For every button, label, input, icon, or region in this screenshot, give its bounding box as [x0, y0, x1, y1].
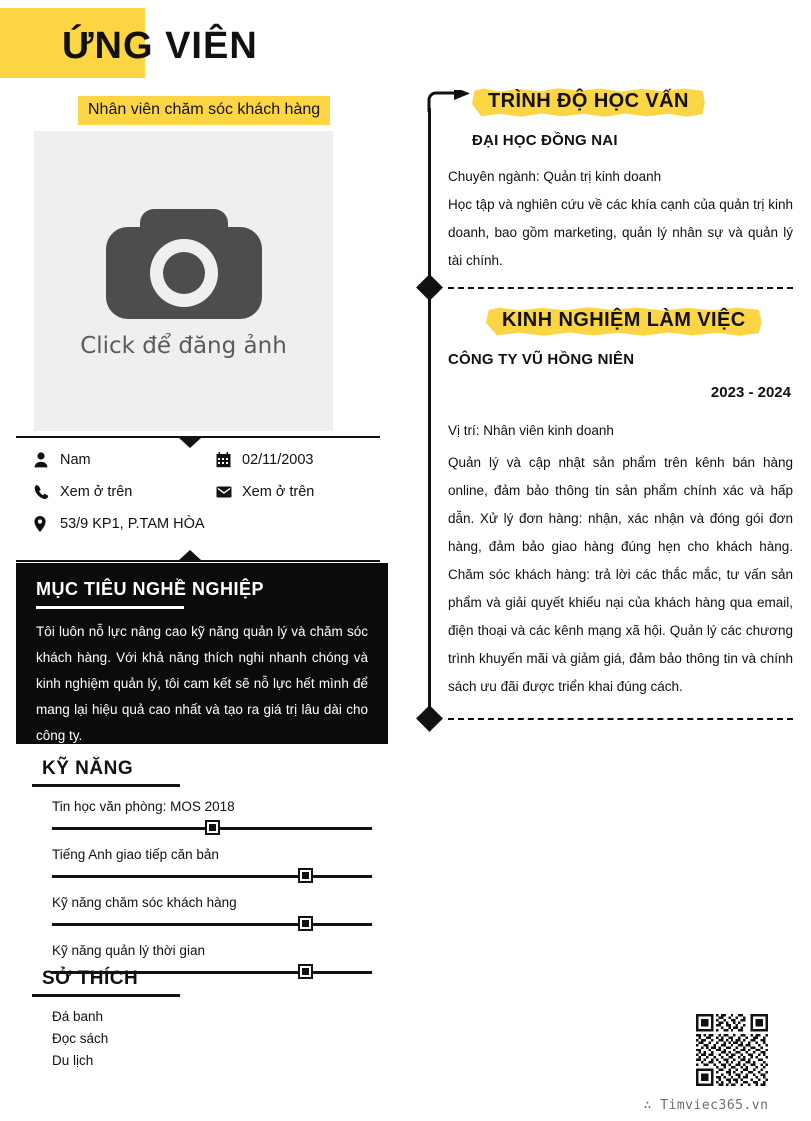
- experience-company: CÔNG TY VŨ HỒNG NIÊN: [448, 351, 635, 368]
- notch-down-icon: [179, 438, 201, 448]
- qr-code-icon: [696, 1014, 768, 1086]
- skill-label: Tin học văn phòng: MOS 2018: [52, 799, 235, 814]
- career-objective-text: Tôi luôn nỗ lực nâng cao kỹ năng quản lý và chăm sóc khách hàng. Với khả năng thích nghi nhanh chóng và kinh nghiệm quản lý, tôi cam kết sẽ nỗ lực hết mình để mang lại hiệu quả cao nhất và tạo ra giá trị lâu dài cho công ty.: [36, 624, 368, 743]
- skill-slider[interactable]: [52, 868, 372, 884]
- contact-grid: [16, 438, 380, 560]
- camera-icon: [96, 203, 272, 323]
- career-objective-section: [16, 563, 388, 744]
- contact-birthday[interactable]: [198, 452, 380, 468]
- notch-up-icon: [179, 550, 201, 560]
- hobbies-underline: [32, 994, 180, 997]
- skill-slider-thumb[interactable]: [298, 916, 313, 931]
- hobby-item: Du lịch: [52, 1053, 94, 1068]
- email-icon: [216, 485, 242, 499]
- education-description: Học tập và nghiên cứu về các khía cạnh của quản trị kinh doanh, bao gồm marketing, quản lý nhân sự và quản lý tài chính.: [448, 197, 793, 268]
- contact-address-value: 53/9 KP1, P.TAM HÒA: [60, 516, 205, 532]
- footer-brand: ∴ Timviec365.vn: [643, 1098, 769, 1113]
- phone-icon: [34, 484, 60, 500]
- education-section: [448, 86, 793, 275]
- skill-slider[interactable]: [52, 820, 372, 836]
- career-objective-title: MỤC TIÊU NGHỀ NGHIỆP: [36, 579, 265, 599]
- timeline-diamond-experience: [416, 705, 443, 732]
- skill-label: Kỹ năng quản lý thời gian: [52, 943, 205, 958]
- skills-title: KỸ NĂNG: [42, 758, 134, 779]
- skills-underline: [32, 784, 180, 787]
- photo-upload-hint: Click để đăng ảnh: [80, 333, 287, 359]
- contact-row: [16, 516, 380, 532]
- hobbies-section: [16, 968, 388, 1075]
- contact-row: [16, 452, 380, 468]
- experience-description: Quản lý và cập nhật sản phẩm trên kênh bán hàng online, đảm bảo thông tin sản phẩm chính xác và hấp dẫn. Xử lý đơn hàng: nhận, xác nhận và đóng gói đơn hàng, đảm bảo giao hàng đúng hẹn cho khách hàng. Chăm sóc khách hàng: trả lời các thắc mắc, tư vấn sản phẩm và giải quyết khiếu nại của khách hàng qua email, điện thoại và các kênh mạng xã hội. Quản lý các chương trình khuyến mãi và giảm giá, đảm bảo thông tin và chính sách ưu đãi được triển khai đúng cách.: [448, 455, 793, 694]
- skill-slider-thumb[interactable]: [205, 820, 220, 835]
- contact-address[interactable]: [16, 516, 346, 532]
- education-school: ĐẠI HỌC ĐỒNG NAI: [472, 132, 618, 149]
- skill-item: [16, 799, 388, 836]
- skill-item: [16, 895, 388, 932]
- contact-phone[interactable]: [16, 484, 198, 500]
- skill-slider[interactable]: [52, 916, 372, 932]
- education-title: TRÌNH ĐỘ HỌC VẤN: [472, 86, 705, 118]
- contact-email-value: Xem ở trên: [242, 484, 315, 500]
- contact-gender-value: Nam: [60, 452, 91, 468]
- contact-birthday-value: 02/11/2003: [242, 452, 314, 468]
- hobby-item: Đọc sách: [52, 1031, 109, 1046]
- job-title-badge: Nhân viên chăm sóc khách hàng: [78, 96, 330, 125]
- experience-title: KINH NGHIỆM LÀM VIỆC: [486, 305, 762, 337]
- hobby-item: Đá banh: [52, 1009, 104, 1024]
- experience-position: Vị trí: Nhân viên kinh doanh: [448, 423, 614, 438]
- contact-row: [16, 484, 380, 500]
- page-title: ỨNG VIÊN: [62, 25, 258, 67]
- hobbies-title: SỞ THÍCH: [42, 968, 139, 989]
- skill-item: [16, 847, 388, 884]
- contact-email[interactable]: [198, 484, 380, 500]
- education-major: Chuyên ngành: Quản trị kinh doanh: [448, 169, 662, 184]
- photo-upload-box[interactable]: [34, 131, 333, 431]
- skill-label: Kỹ năng chăm sóc khách hàng: [52, 895, 237, 910]
- contact-divider-bottom: [16, 560, 380, 562]
- person-icon: [34, 452, 60, 468]
- timeline-diamond-education: [416, 274, 443, 301]
- contact-gender[interactable]: [16, 452, 198, 468]
- contact-block: [16, 436, 380, 562]
- experience-date-range: 2023 - 2024: [710, 384, 791, 401]
- skills-section: [16, 758, 388, 991]
- location-icon: [34, 516, 60, 532]
- contact-phone-value: Xem ở trên: [60, 484, 133, 500]
- contact-divider-top: [16, 436, 380, 438]
- calendar-icon: [216, 452, 242, 468]
- timeline-dashed-rule: [448, 287, 793, 289]
- timeline-dashed-rule: [448, 718, 793, 720]
- experience-section: [448, 305, 793, 701]
- timeline-arrow-icon: [426, 90, 472, 114]
- timeline-line: [428, 108, 431, 720]
- skill-label: Tiếng Anh giao tiếp căn bản: [52, 847, 219, 862]
- skill-slider-thumb[interactable]: [298, 868, 313, 883]
- career-objective-underline: [36, 606, 184, 609]
